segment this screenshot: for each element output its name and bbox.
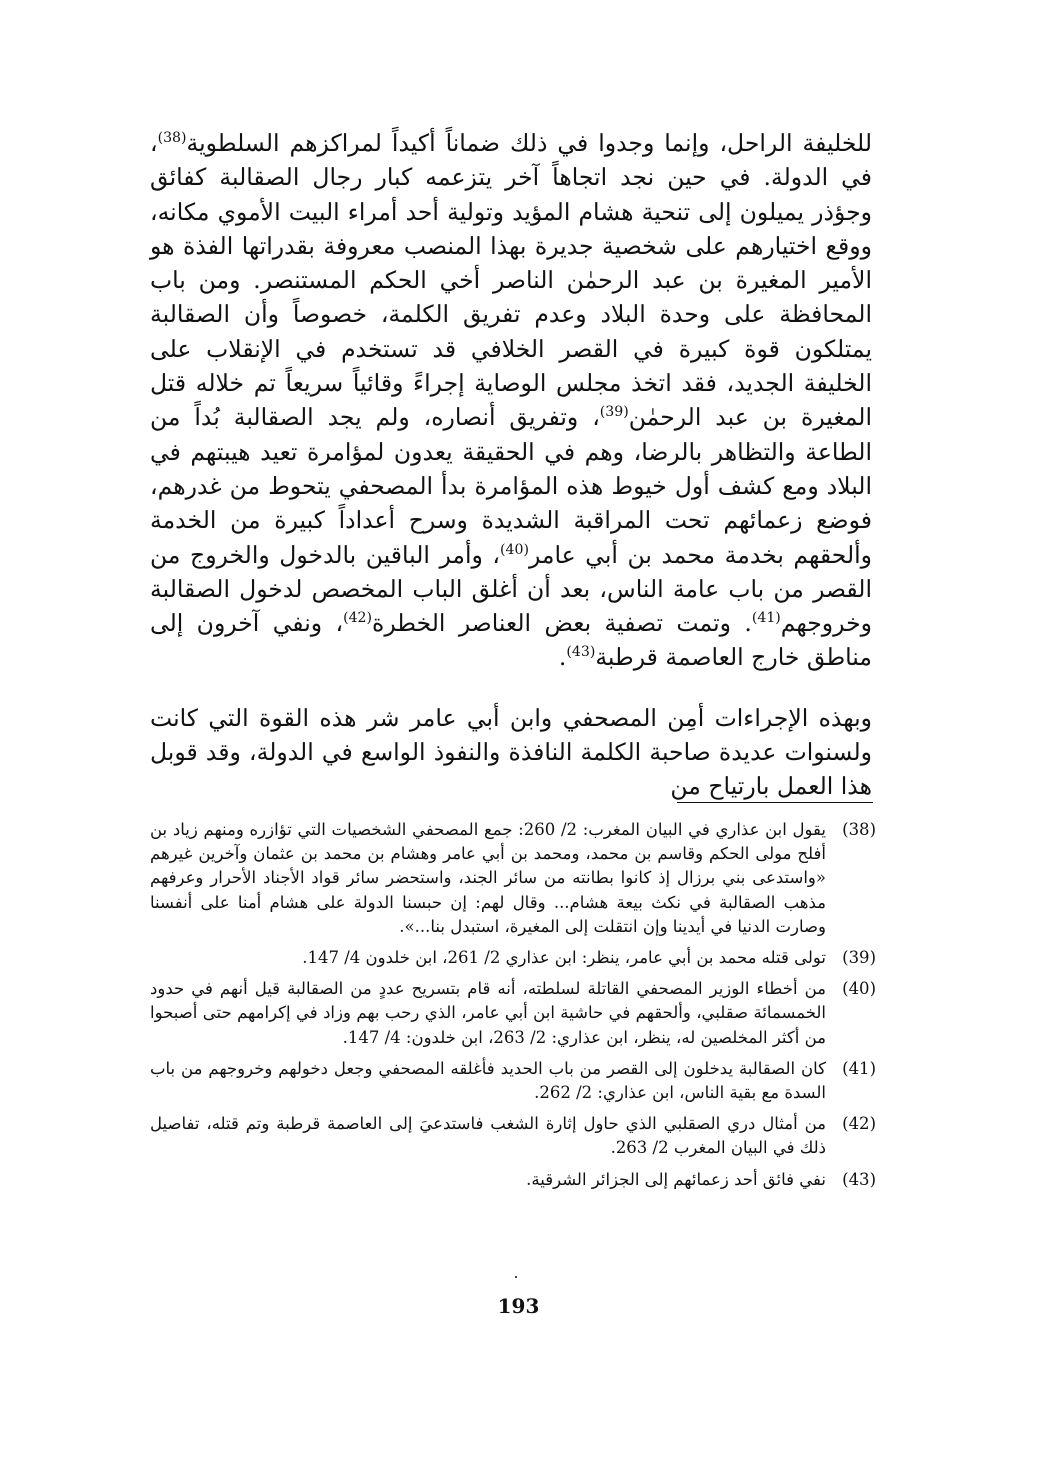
footnote-number: (42) [842, 1114, 876, 1134]
footnote-text: كان الصقالبة يدخلون إلى القصر من باب الحديد فأغلقه المصحفي وجعل دخولهم وخروجهم من باب السدة مع بقية الناس، ابن عذاري: 2/ 262. [150, 1058, 826, 1103]
footnote-38 [150, 818, 876, 939]
footnote-text: من أمثال دري الصقلبي الذي حاول إثارة الشغب فاستدعيَ إلى العاصمة قرطبة وتم قتله، تفاصيل ذلك في البيان المغرب 2/ 263. [150, 1114, 826, 1158]
text-run: ، ونفي آخرون إلى مناطق خارج العاصمة قرطبة [150, 609, 872, 672]
footnote-40 [150, 977, 876, 1050]
footnote-ref-42[interactable]: (42) [343, 610, 373, 627]
footnote-text: تولى قتله محمد بن أبي عامر، ينظر: ابن عذاري 2/ 261، ابن خلدون 4/ 147. [302, 948, 826, 968]
scan-speck [515, 1276, 517, 1278]
footnote-separator [677, 802, 873, 803]
page-number: 193 [497, 1294, 540, 1318]
footnote-number: (43) [842, 1169, 876, 1189]
footnote-text: يقول ابن عذاري في البيان المغرب: 2/ 260: جمع المصحفي الشخصيات التي تؤازره ومنهم زياد بن أفلح مولى الحكم وقاسم بن محمد، ومحمد بن أبي عامر وهشام بن محمد بن عثمان وآخرين غيرهم «واستدعى بني برزال إذ كانوا بطانته من سائر الجند، واستحضر سائر قواد الأجناد الأحرار وعرفهم مذهب الصقالبة في نكث بيعة هشام... وقال لهم: إن حبسنا الدولة على هشام أمنا على أنفسنا وصارت الدنيا في أيدينا وإن انتقلت إلى المغيرة، استبدل بنا...». [150, 820, 826, 936]
text-run: ، وأمر الباقين بالدخول والخروج من القصر من باب عامة الناس، بعد أن أغلق الباب المخصص لدخول الصقالبة وخروجهم [150, 540, 872, 638]
footnote-ref-39[interactable]: (39) [599, 404, 629, 421]
footnote-ref-38[interactable]: (38) [157, 130, 187, 147]
footnote-ref-40[interactable]: (40) [500, 541, 529, 558]
text-run: . [558, 643, 567, 672]
text-run: . وتمت تصفية بعض العناصر الخطرة [372, 609, 752, 638]
text-run: للخليفة الراحل، وإنما وجدوا في ذلك ضماناً أكيداً لمراكزهم السلطوية [186, 129, 872, 157]
footnote-ref-41[interactable]: (41) [751, 610, 781, 627]
footnote-43 [150, 1168, 876, 1192]
text-run: ، في الدولة. في حين نجد اتجاهاً آخر يتزعمه كبار رجال الصقالبة كفائق وجؤذر يميلون إلى تنحية هشام المؤيد وتولية أحد أمراء البيت الأموي مكانه، ووقع اختيارهم على شخصية جديرة بهذا المنصب معروفة بقدراتها الفذة هو الأمير المغيرة بن عبد الرحمٰن الناصر أخي الحكم المستنصر. ومن باب المحافظة على وحدة البلاد وعدم تفريق الكلمة، خصوصاً وأن الصقالبة يمتلكون قوة كبيرة في القصر الخلافي قد تستخدم في الإنقلاب على الخليفة الجديد، فقد اتخذ مجلس الوصاية إجراءً وقائياً سريعاً تم خلاله قتل المغيرة بن عبد الرحمٰن [150, 129, 872, 432]
footnotes [150, 818, 876, 1199]
footnote-text: نفي فائق أحد زعمائهم إلى الجزائر الشرقية. [526, 1169, 826, 1189]
footnote-39 [150, 946, 876, 970]
paragraph-2: وبهذه الإجراءات أمِن المصحفي وابن أبي عامر شر هذه القوة التي كانت ولسنوات عديدة صاحبة الكلمة النافذة والنفوذ الواسع في الدولة، وقد قوبل هذا العمل بارتياح من [150, 703, 872, 801]
footnote-text: من أخطاء الوزير المصحفي القاتلة لسلطته، أنه قام بتسريح عددٍ من الصقالبة قيل أنهم في حدود الخمسمائة صقلبي، وألحقهم في حاشية ابن أبي عامر، الذي رحب بهم وزاد في إكرامهم حتى أصبحوا من أكثر المخلصين له، ينظر، ابن عذاري: 2/ 263، ابن خلدون: 4/ 147. [150, 979, 826, 1047]
footnote-42 [150, 1112, 876, 1160]
paragraph-1 [150, 126, 872, 675]
footnote-number: (40) [842, 979, 876, 999]
footnote-number: (41) [842, 1058, 876, 1078]
footnote-number: (38) [842, 820, 876, 839]
text-run: ، وتفريق أنصاره، ولم يجد الصقالبة بُداً من الطاعة والتظاهر بالرضا، وهم في الحقيقة يعدون لمؤامرة تعيد هيبتهم في البلاد ومع كشف أول خيوط هذه المؤامرة بدأ المصحفي يتحوط من غدرهم، فوضع زعمائهم تحت المراقبة الشديدة وسرح أعداداً كبيرة من الخدمة وألحقهم بخدمة محمد بن أبي عامر [150, 403, 872, 569]
main-text [150, 126, 872, 804]
footnote-ref-43[interactable]: (43) [566, 644, 596, 661]
footnote-number: (39) [842, 948, 876, 968]
footnote-41 [150, 1057, 876, 1105]
